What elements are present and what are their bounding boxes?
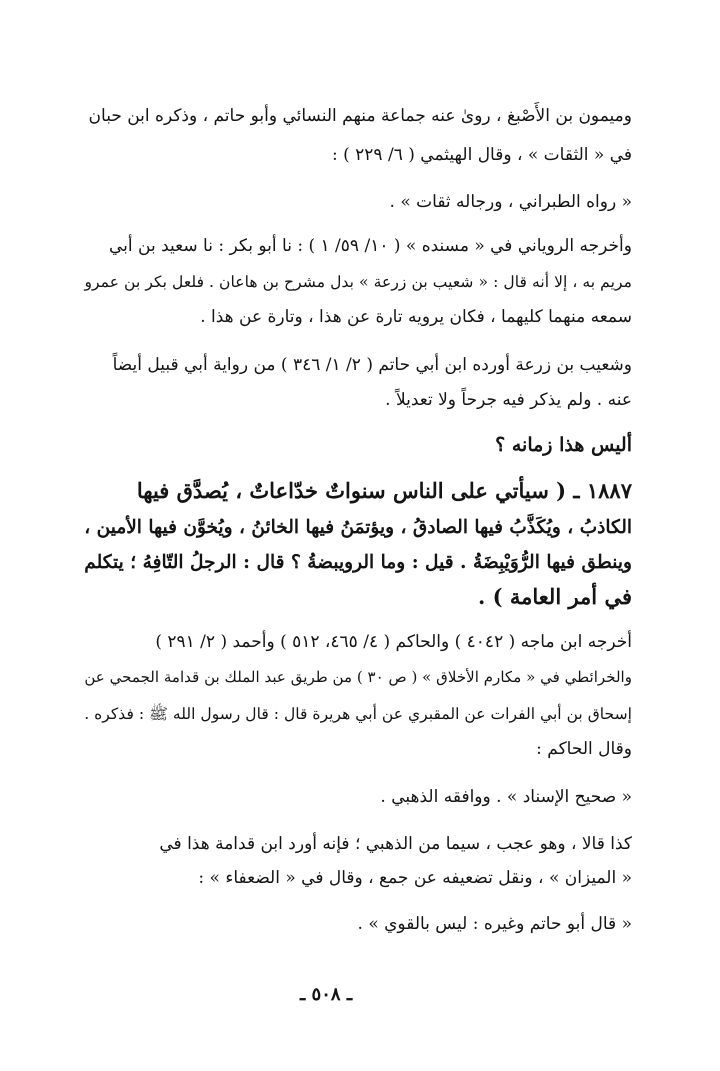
text-line: كذا قالا ، وهو عجب ، سيما من الذهبي ؛ فإنه أورد ابن قدامة هذا في: [159, 834, 632, 854]
text-line: وشعيب بن زرعة أورده ابن أبي حاتم ( ٢/ ١/ ٣٤٦ ) من رواية أبي قبيل أيضاً: [112, 355, 632, 375]
text-line: إسحاق بن أبي الفرات عن المقبري عن أبي هريرة قال : قال رسول الله ﷺ : فذكره .: [84, 705, 632, 723]
quote-line: « صحيح الإسناد » . ووافقه الذهبي .: [380, 787, 632, 807]
text-line: سمعه منهما كليهما ، فكان يرويه تارة عن هذا ، وتارة عن هذا .: [200, 307, 632, 327]
hadith-line: الكاذبُ ، ويُكَذَّبُ فيها الصادقُ ، ويؤتمَنُ فيها الخائنُ ، ويُخوَّن فيها الأمين ،: [84, 517, 632, 538]
hadith-line: في أمر العامة ) .: [478, 584, 632, 609]
page-number: ـ ٥٠٨ ـ: [300, 984, 353, 1005]
hadith-line: ١٨٨٧ ـ ( سيأتي على الناس سنواتٌ خدّاعاتٌ ، يُصدَّق فيها: [136, 478, 632, 503]
text-line: والخرائطي في « مكارم الأخلاق » ( ص ٣٠ ) من طريق عبد الملك بن قدامة الجمحي عن: [84, 668, 632, 686]
section-heading: أليس هذا زمانه ؟: [495, 434, 632, 456]
quote-line: « رواه الطبراني ، ورجاله ثقات » .: [389, 192, 632, 212]
text-line: أخرجه ابن ماجه ( ٤٠٤٢ ) والحاكم ( ٤/ ٤٦٥، ٥١٢ ) وأحمد ( ٢/ ٢٩١ ): [155, 632, 632, 652]
text-line: وأخرجه الروياني في « مسنده » ( ١٠/ ٥٩/ ١ ) : نا أبو بكر : نا سعيد بن أبي: [109, 236, 632, 256]
text-line: في « الثقات » ، وقال الهيثمي ( ٦/ ٢٢٩ ) :: [332, 145, 632, 165]
text-line: وقال الحاكم :: [536, 739, 632, 759]
text-line: عنه . ولم يذكر فيه جرحاً ولا تعديلاً .: [385, 390, 632, 410]
text-line: وميمون بن الأَصْبغ ، روىٰ عنه جماعة منهم النسائي وأبو حاتم ، وذكره ابن حبان: [88, 106, 632, 126]
hadith-line: وينطق فيها الرُّوَيْبِضَةُ . قيل : وما الرويبضةُ ؟ قال : الرجلُ التّافِهُ ؛ يتكلم: [84, 552, 632, 573]
text-line: مريم به ، إلا أنه قال : « شعيب بن زرعة » بدل مشرح بن هاعان . فلعل بكر بن عمرو: [84, 272, 632, 291]
text-line: « الميزان » ، ونقل تضعيفه عن جمع ، وقال في « الضعفاء » :: [198, 868, 632, 888]
quote-line: « قال أبو حاتم وغيره : ليس بالقوي » .: [357, 914, 632, 934]
